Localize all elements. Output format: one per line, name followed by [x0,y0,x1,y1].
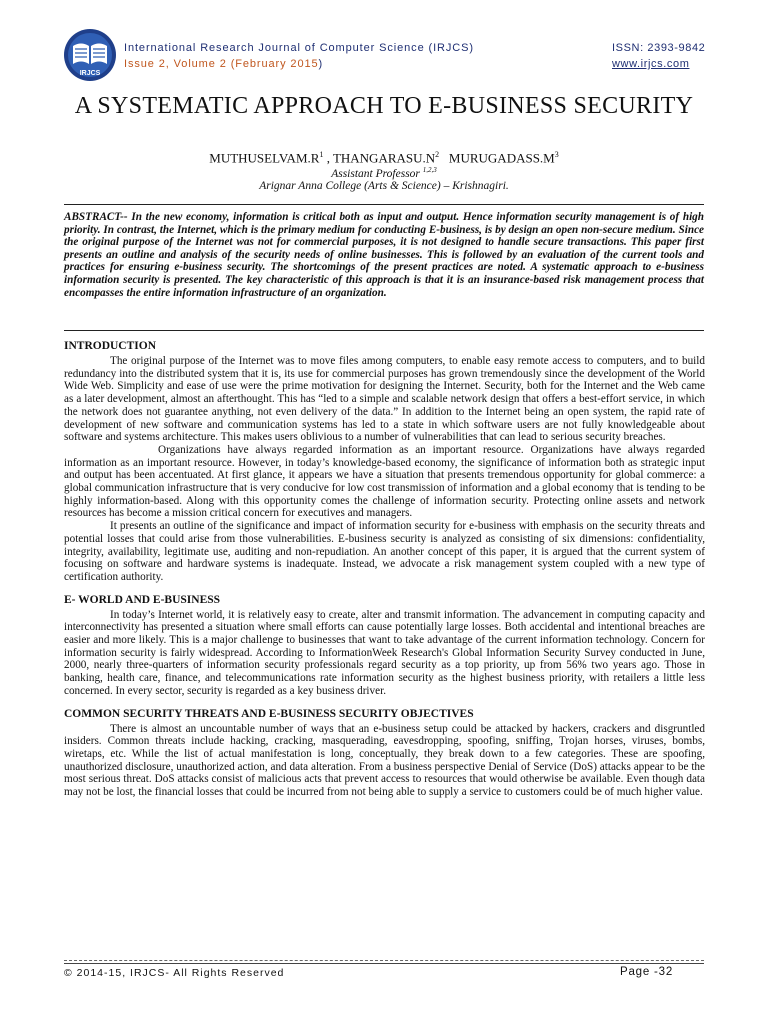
abstract-bottom-rule [64,330,704,331]
section-gap [64,584,705,594]
page-number: Page -32 [620,966,674,978]
section-heading-introduction: INTRODUCTION [64,340,157,352]
intro-paragraph-3: It presents an outline of the significance and impact of information security for e-business with emphasis on the security threats and potential losses that could arise from those vulnerabilities. E-business security is analyzed as consisting of six dimensions: confidentiality, integrity, availability, legitimate use, auditing and non-repudiation. An another concept of this paper, it is argued that the current system of focusing on software and hardware systems is inadequate. Instead, we advocate a risk management system coupled with a new type of certification authority. [64,520,705,583]
author-3: MURUGADASS.M [448,150,555,166]
author-2-sup: 2 [435,150,440,159]
author-3-sup: 3 [554,150,559,159]
section-heading-threats: COMMON SECURITY THREATS AND E-BUSINESS SECURITY OBJECTIVES [64,707,474,720]
intro-paragraph-1: The original purpose of the Internet was to move files among computers, to enable easy remote access to computers, and to build redundancy into the distributed system that it is, its use for commercial purposes has grown tremendously since the development of the World Wide Web. Simplicity and ease of use were the prime motivation for designing the Internet. Security, both for the Internet and the Web came as a later development, almost an afterthought. This has “led to a simple and scalable network design that offers a best-effort service, in which the network does not guarantee anything, not even delivery of the data.” In addition to the Internet being an open system, the rapid rate of development of new software and communication systems has led to a state in which software users are not fully knowledgeable about software and systems architecture. This makes users oblivious to a number of vulnerabilities that can lead to serious security breaches. [64,355,705,444]
section-gap [64,698,705,708]
issn: ISSN: 2393-9842 [612,42,706,54]
designation-text: Assistant Professor [331,167,420,180]
paper-title: A SYSTEMATIC APPROACH TO E-BUSINESS SECURITY [74,93,694,119]
footer-rule [64,963,704,964]
issue-info [124,58,323,70]
intro-paragraph-2: Organizations have always regarded information as an important resource. Organizations have always regarded information as an important resource. However, in today’s knowledge-based economy, the significance of information both as strategic input and output has been accentuated. At first glance, it appears we have a situation that presents tremendous opportunity for global commerce: a global communication infrastructure that is very conducive for low cost transmission of information and a global economy that is tending to be highly information-based. Along with this opportunity comes the challenge of information security. Protecting online assets and network resources has become a mission critical concern for executives and managers. [64,443,705,520]
author-list [64,150,704,166]
issue-text: Issue 2, Volume 2 (February 2015 [124,58,319,70]
issue-paren: ) [318,58,324,70]
section-heading-eworld: E- WORLD AND E-BUSINESS [64,593,221,606]
journal-url-link[interactable]: www.irjcs.com [612,58,690,70]
journal-logo [63,28,117,82]
author-2: , THANGARASU.N [323,150,436,166]
author-designation [64,166,704,180]
footer-copyright: © 2014-15, IRJCS- All Rights Reserved [64,967,285,979]
journal-name: International Research Journal of Computer Science (IRJCS) [124,42,474,54]
author-1-sup: 1 [319,150,324,159]
threats-paragraph-1: There is almost an uncountable number of ways that an e-business setup could be attacked by hackers, crackers and disgruntled insiders. Common threats include hacking, cracking, masquerading, eavesdropping, spoofing, sniffing, Trojan horses, viruses, bombs, wiretaps, etc. While the list of actual manifestation is long, conceptually, they break down to a few categories. These are spoofing, unauthorized disclosure, unauthorized action, and data alteration. From a business perspective Denial of Service (DoS) attacks appear to be the most serious threat. DoS attacks consist of malicious acts that prevent access to resources that would otherwise be available. Even though data may not be lost, the financial losses that could be incurred from not being able to supply a service to customers could be of much higher value. [64,722,705,799]
svg-text:IRJCS: IRJCS [79,70,101,77]
abstract-top-rule [64,204,704,205]
body-content [64,340,705,799]
author-1: MUTHUSELVAM.R [209,150,320,166]
author-affiliation: Arignar Anna College (Arts & Science) – Krishnagiri. [259,180,509,192]
eworld-paragraph-1: In today’s Internet world, it is relatively easy to create, alter and transmit information. The advancement in computing capacity and interconnectivity has presented a situation where small efforts can cause potentially large losses. Both accidental and intentional breaches are easier and more likely. This is a major challenge to businesses that want to take advantage of the current information technology. Concern for information security is fairly widespread. According to InformationWeek Research's Global Information Security Survey conducted in June, 2000, nearly three-quarters of information security professionals regard security as a top priority, up from 56% two years ago. Those in banking, health care, finance, and telecommunications rate information security as the highest business priority, with retailers a little less concerned. In every sector, security is regarded as a key business driver. [64,608,705,697]
book-logo-icon [63,28,117,82]
abstract: ABSTRACT-- In the new economy, information is critical both as input and output. Hence information security management is of high priority. In contrast, the Internet, which is the primary medium for conducting E-business, is by design an open non-secure medium. Since the original purpose of the Internet was not for commercial purposes, it is not designed to handle secure transactions. This paper first presents an outline and analysis of the security needs of online businesses. This is followed by an evaluation of the current tools and practices for ensuring e-business security. The shortcomings of the present practices are noted. A systematic approach to e-business information security is presented. The key characteristic of this approach is that it is an insurance-based risk management process that encompasses the entire information infrastructure of an organization. [64,211,704,299]
designation-sup: 1,2,3 [422,166,437,174]
footer-dashed-rule [64,960,704,961]
